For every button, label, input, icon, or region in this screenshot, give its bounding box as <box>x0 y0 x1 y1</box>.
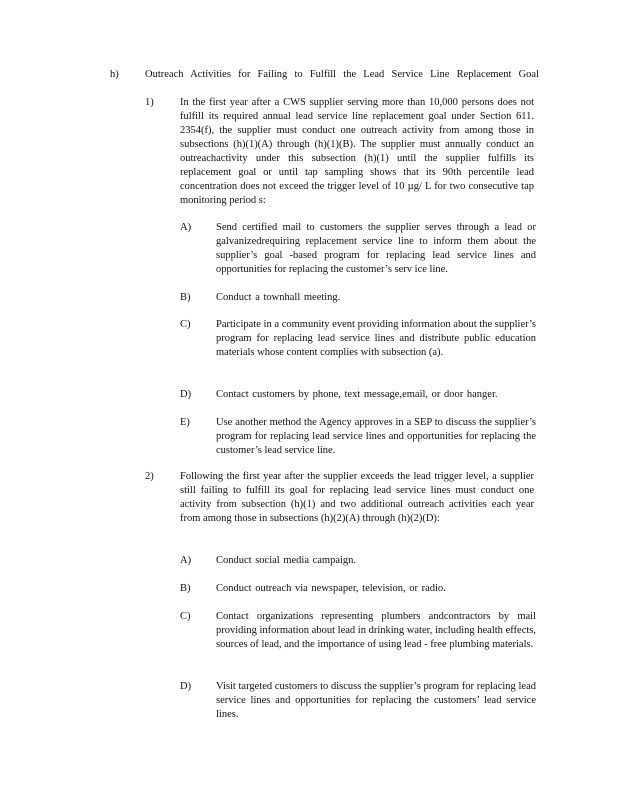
subitem-label: B) <box>180 583 191 594</box>
item-label: 2) <box>145 471 154 482</box>
subitem-paragraph: Conduct outreach via newspaper, television, or radio. <box>216 583 446 594</box>
subitem-label: E) <box>180 417 190 428</box>
subitem-label: C) <box>180 611 191 622</box>
subitem-paragraph: Use another method the Agency approves in a SEP to discuss the supplier’s program for replacing lead service lines and opportunities for replacing the customer’s lead service line. <box>216 417 536 456</box>
subitem-paragraph: Send certified mail to customers the supplier serves through a lead or galvanizedrequiring replacement service line to inform them about the supplier’s goal -based program for replacing lead service lines and opportunities for replacing the customer’s serv ice line. <box>216 222 536 275</box>
section-label: h) <box>110 69 119 80</box>
subitem-label: C) <box>180 319 191 330</box>
subitem-label: B) <box>180 292 191 303</box>
subitem-paragraph: Conduct social media campaign. <box>216 555 357 566</box>
item-paragraph: Following the first year after the supplier exceeds the lead trigger level, a supplier still failing to fulfill its goal for replacing lead service lines must conduct one activity from subsection (h)(1) and two additional outreach activities each year from among those in subsections (h)(2)(A) through (h)(2)(D): <box>180 471 534 524</box>
subitem-paragraph: Contact customers by phone, text message,email, or door hanger. <box>216 389 498 400</box>
subitem-paragraph: Visit targeted customers to discuss the supplier’s program for replacing lead service lines and opportunities for replacing the customers’ lead service lines. <box>216 681 536 720</box>
item-label: 1) <box>145 97 154 108</box>
subitem-label: A) <box>180 222 192 233</box>
subitem-paragraph: Participate in a community event providing information about the supplier’s program for replacing lead service lines and distribute public education materials whose content complies with subsection (a). <box>216 319 536 358</box>
subitem-paragraph: Contact organizations representing plumbers andcontractors by mail providing information about lead in drinking water, including health effects, sources of lead, and the importance of using lead - free plumbing materials. <box>216 611 536 650</box>
subitem-label: D) <box>180 389 192 400</box>
subitem-paragraph: Conduct a townhall meeting. <box>216 292 341 303</box>
section-heading: Outreach Activities for Failing to Fulfill the Lead Service Line Replacement Goal <box>145 69 539 80</box>
item-paragraph: In the first year after a CWS supplier serving more than 10,000 persons does not fulfill its required annual lead service line replacement goal under Section 611. 2354(f), the supplier must conduct one outreach activity from among those in subsections (h)(1)(A) through (h)(1)(B). The supplier must annually conduct an outreachactivity under this subsection (h)(1) until the supplier fulfills its replacement goal or until tap sampling shows that its 90th percentile lead concentration does not exceed the trigger level of 10 µg/ L for two consecutive tap monitoring period s: <box>180 97 534 206</box>
subitem-label: A) <box>180 555 192 566</box>
subitem-label: D) <box>180 681 192 692</box>
